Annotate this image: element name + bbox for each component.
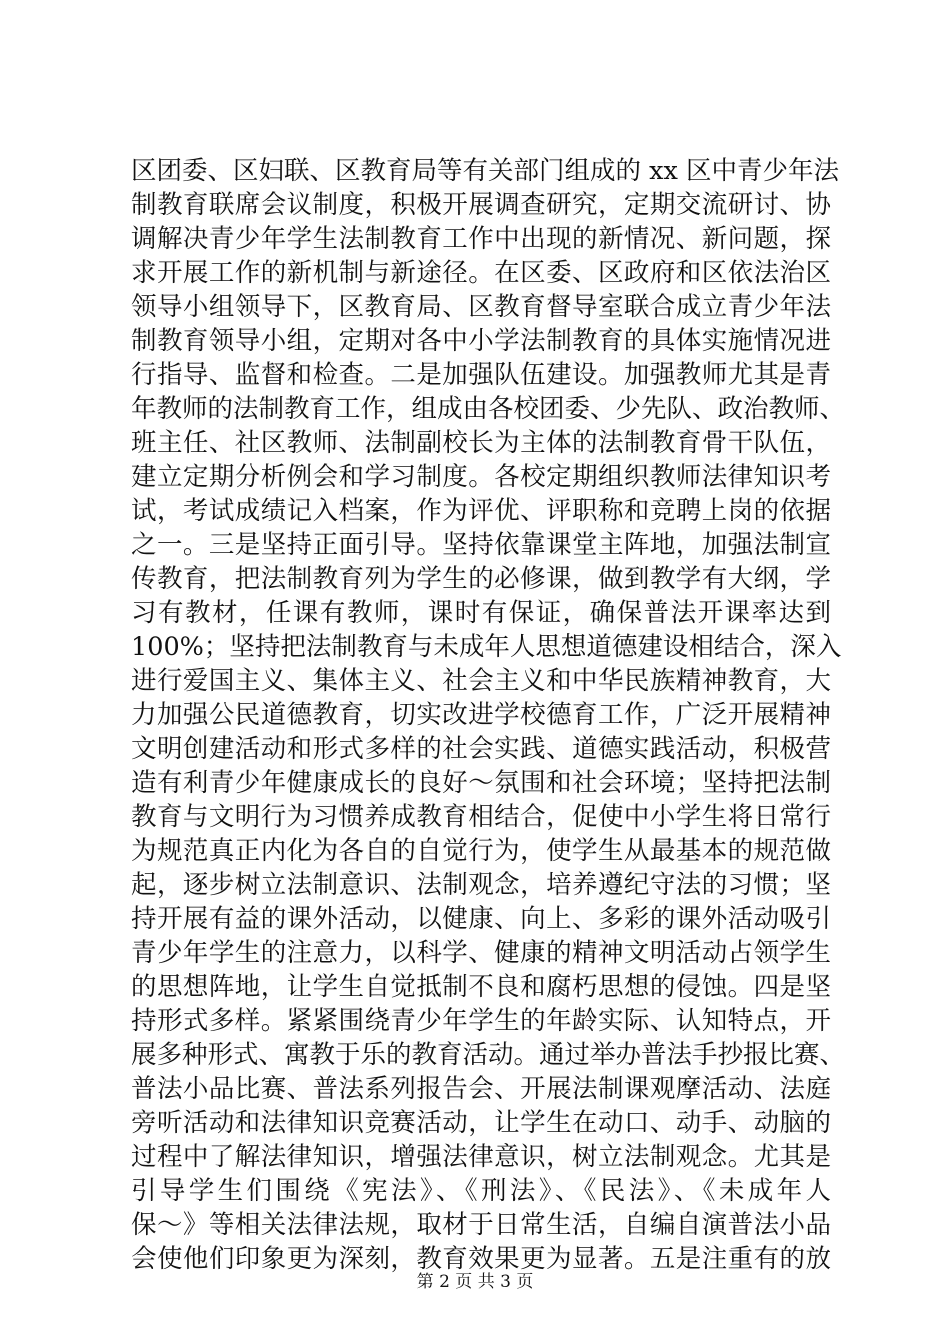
- text-line: 造有利青少年健康成长的良好～氛围和社会环境；坚持把法制: [131, 768, 831, 798]
- body-paragraph: [131, 154, 846, 1276]
- text-line: 青少年学生的注意力，以科学、健康的精神文明活动占领学生: [131, 938, 831, 968]
- text-line: 年教师的法制教育工作，组成由各校团委、少先队、政治教师、: [131, 394, 846, 424]
- text-line: 制教育联席会议制度，积极开展调查研究，定期交流研讨、协: [131, 190, 831, 220]
- text-line: 展多种形式、寓教于乐的教育活动。通过举办普法手抄报比赛、: [131, 1040, 846, 1070]
- text-line: 过程中了解法律知识，增强法律意识，树立法制观念。尤其是: [131, 1142, 831, 1172]
- text-line: 的思想阵地，让学生自觉抵制不良和腐朽思想的侵蚀。四是坚: [131, 972, 831, 1002]
- text-line: 区团委、区妇联、区教育局等有关部门组成的 xx 区中青少年法: [131, 156, 839, 186]
- text-line: 行指导、监督和检查。二是加强队伍建设。加强教师尤其是青: [131, 360, 831, 390]
- page-footer: 第 2 页 共 3 页: [416, 1272, 534, 1292]
- text-line: 力加强公民道德教育，切实改进学校德育工作，广泛开展精神: [131, 700, 831, 730]
- text-line: 传教育，把法制教育列为学生的必修课，做到教学有大纲，学: [131, 564, 831, 594]
- text-line: 试，考试成绩记入档案，作为评优、评职称和竞聘上岗的依据: [131, 496, 831, 526]
- text-line: 班主任、社区教师、法制副校长为主体的法制教育骨干队伍，: [131, 428, 831, 458]
- text-line: 持形式多样。紧紧围绕青少年学生的年龄实际、认知特点，开: [131, 1006, 831, 1036]
- text-line: 调解决青少年学生法制教育工作中出现的新情况、新问题，探: [131, 224, 831, 254]
- text-line: 会使他们印象更为深刻，教育效果更为显著。五是注重有的放: [131, 1244, 831, 1274]
- text-line: 进行爱国主义、集体主义、社会主义和中华民族精神教育，大: [131, 666, 831, 696]
- text-line: 为规范真正内化为各自的自觉行为，使学生从最基本的规范做: [131, 836, 831, 866]
- text-line: 建立定期分析例会和学习制度。各校定期组织教师法律知识考: [131, 462, 831, 492]
- text-line: 领导小组领导下，区教育局、区教育督导室联合成立青少年法: [131, 292, 831, 322]
- text-line: 100%；坚持把法制教育与未成年人思想道德建设相结合，深入: [131, 632, 842, 662]
- text-line: 旁听活动和法律知识竞赛活动，让学生在动口、动手、动脑的: [131, 1108, 831, 1138]
- text-line: 制教育领导小组，定期对各中小学法制教育的具体实施情况进: [131, 326, 831, 356]
- text-line: 教育与文明行为习惯养成教育相结合，促使中小学生将日常行: [131, 802, 831, 832]
- text-line: 求开展工作的新机制与新途径。在区委、区政府和区依法治区: [131, 258, 831, 288]
- text-line: 持开展有益的课外活动，以健康、向上、多彩的课外活动吸引: [131, 904, 831, 934]
- text-line: 之一。三是坚持正面引导。坚持依靠课堂主阵地，加强法制宣: [131, 530, 831, 560]
- text-line: 起，逐步树立法制意识、法制观念，培养遵纪守法的习惯；坚: [131, 870, 831, 900]
- text-line: 习有教材，任课有教师，课时有保证，确保普法开课率达到: [131, 598, 831, 628]
- text-line: 文明创建活动和形式多样的社会实践、道德实践活动，积极营: [131, 734, 831, 764]
- text-line: 引导学生们围绕《宪法》、《刑法》、《民法》、《未成年人: [131, 1176, 831, 1206]
- text-line: 保～》等相关法律法规，取材于日常生活，自编自演普法小品: [131, 1210, 831, 1240]
- text-line: 普法小品比赛、普法系列报告会、开展法制课观摩活动、法庭: [131, 1074, 831, 1104]
